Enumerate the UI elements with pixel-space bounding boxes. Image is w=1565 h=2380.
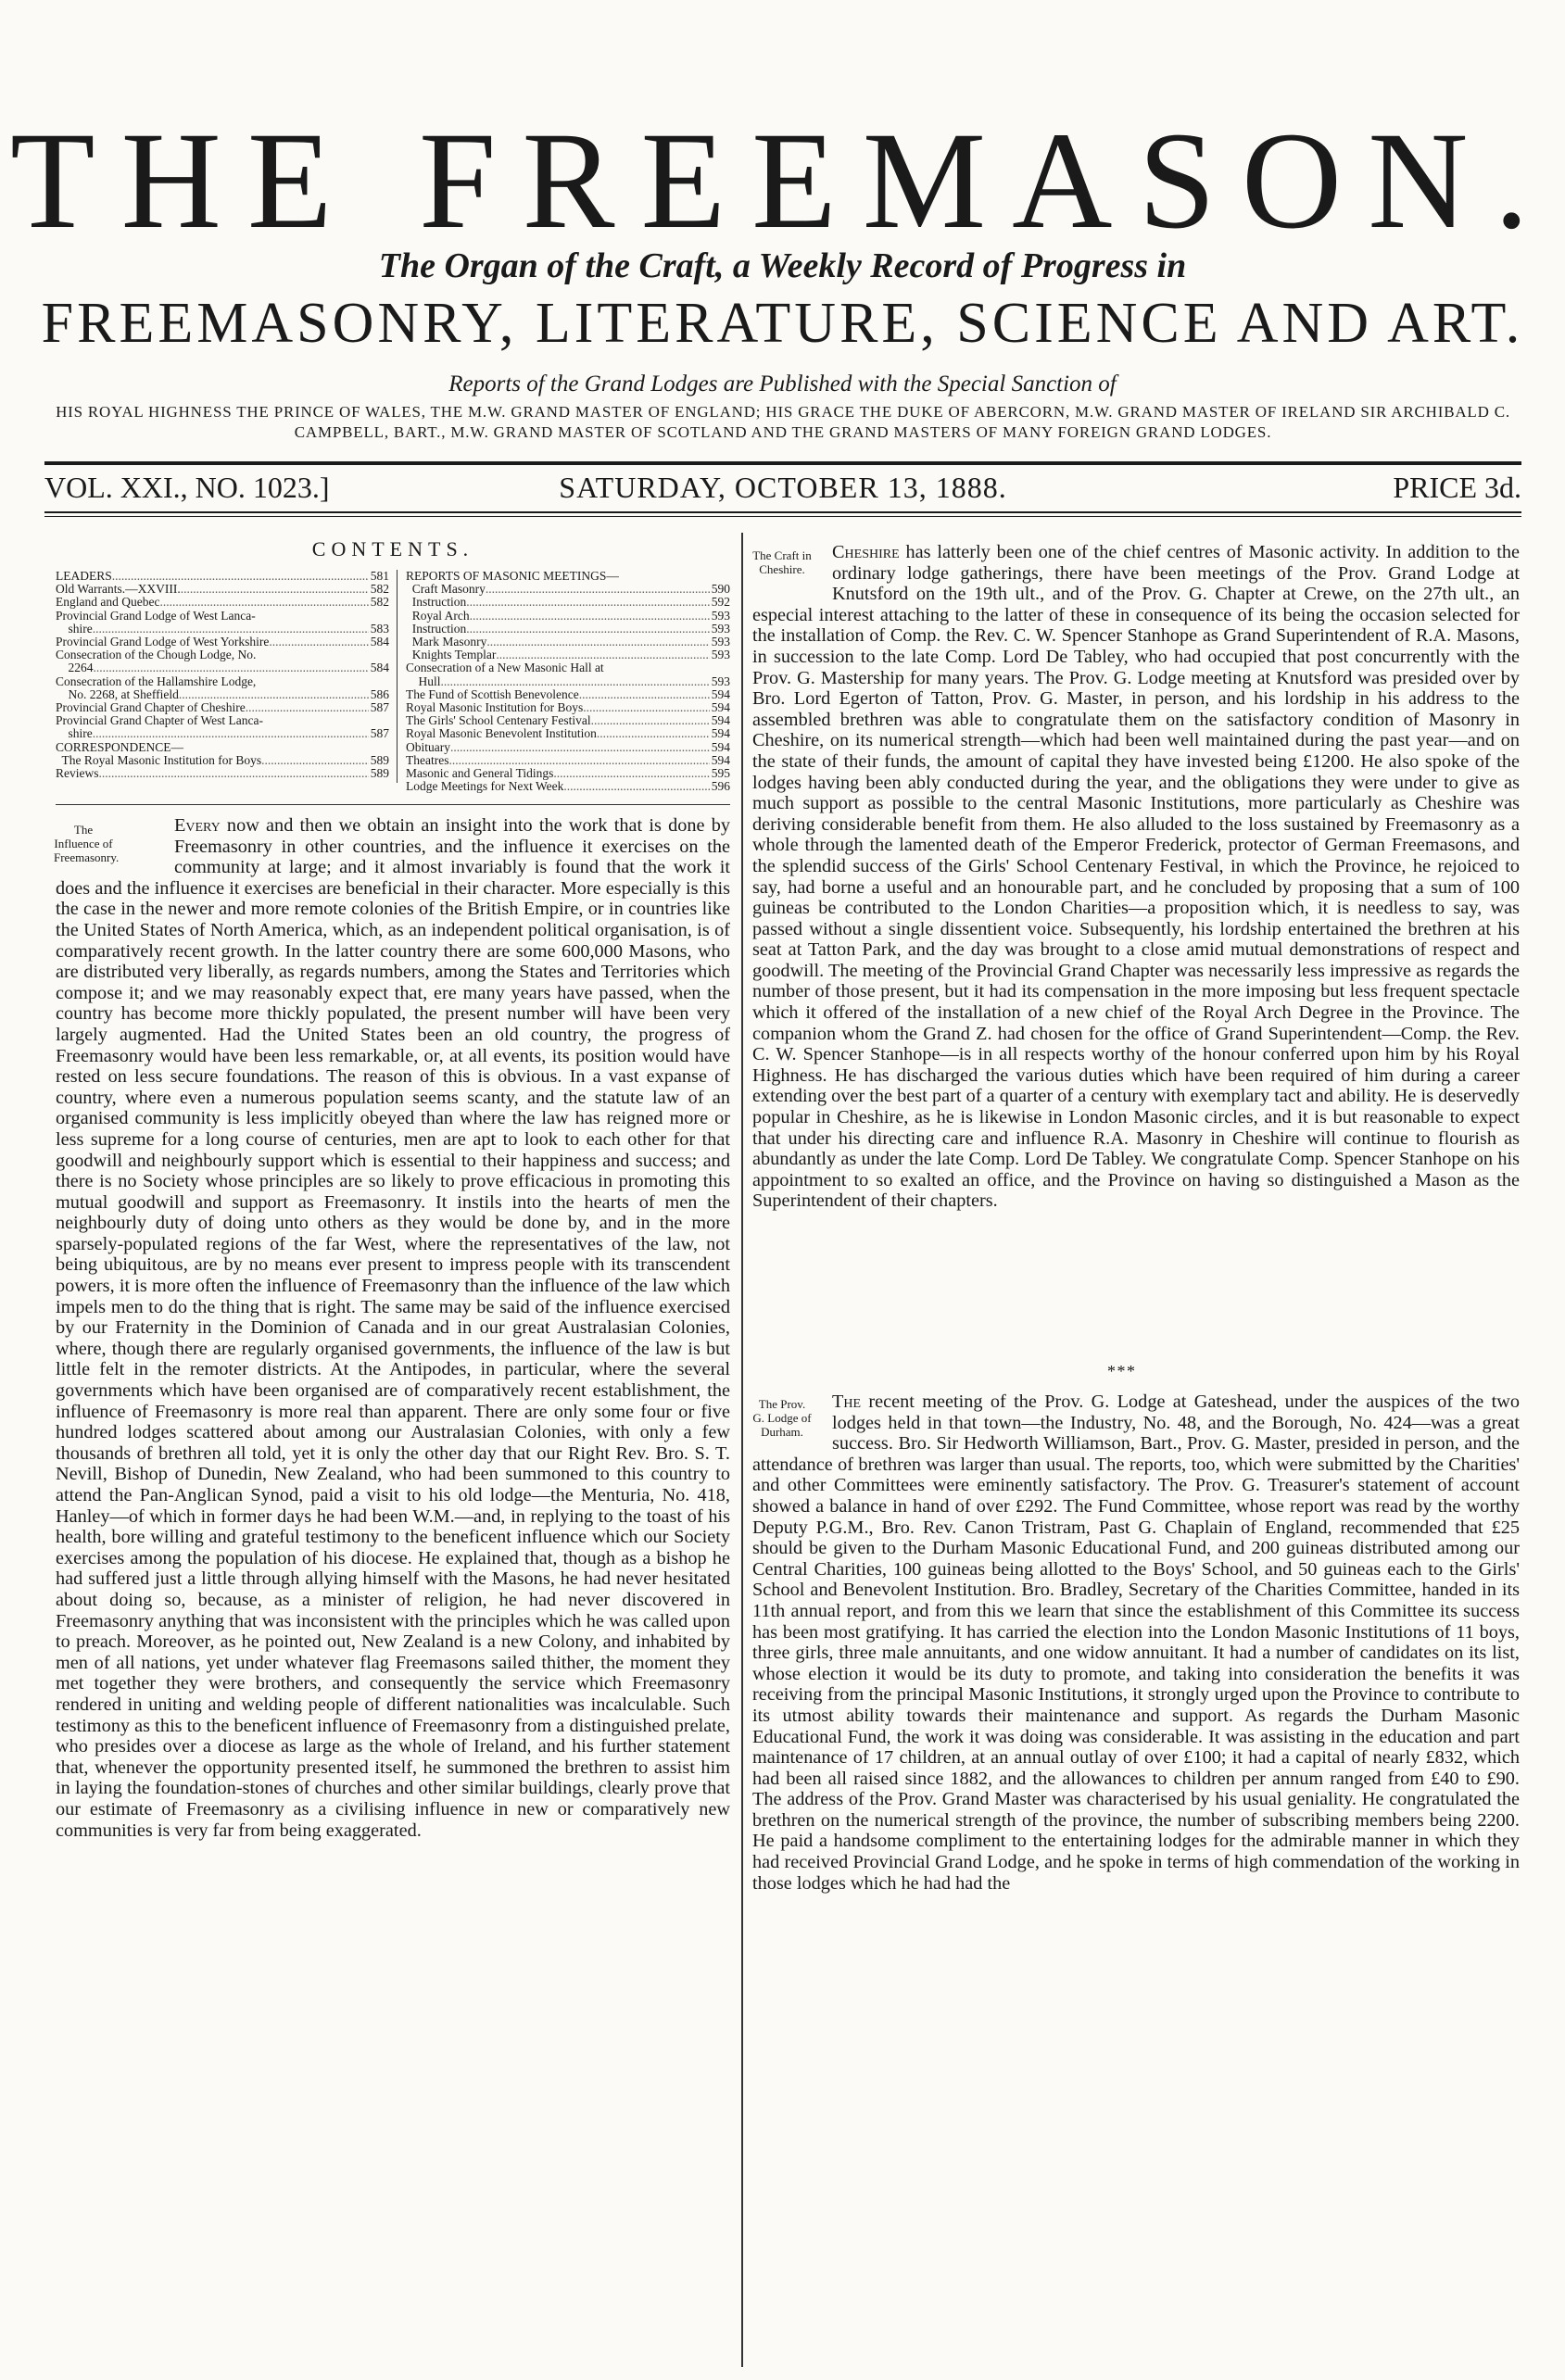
contents-entry-label: Instruction: [406, 621, 467, 636]
issue-volume: VOL. XXI., NO. 1023.]: [44, 471, 330, 504]
contents-entry-label: Lodge Meetings for Next Week: [406, 779, 564, 794]
article-cheshire-lede: Cheshire: [832, 542, 900, 562]
contents-entry-label: Obituary: [406, 739, 450, 754]
contents-entry-label: Craft Masonry: [406, 582, 486, 597]
contents-entry: CORRESPONDENCE—: [56, 739, 184, 754]
contents-entry-label: Theatres: [406, 752, 449, 767]
contents-entry-label: Mark Masonry: [406, 635, 487, 649]
contents-entry: Consecration of a New Masonic Hall at: [406, 661, 604, 675]
contents-leader-dots: [496, 649, 709, 661]
contents-entry-label: The Girls' School Centenary Festival: [406, 713, 591, 728]
contents-entry-page: 592: [711, 595, 730, 610]
contents-leader-dots: [486, 636, 709, 649]
contents-entry-page: 594: [711, 752, 730, 767]
contents-divider: [397, 570, 398, 783]
contents-leader-dots: [246, 701, 369, 714]
contents-entry-page: 581: [370, 569, 389, 583]
contents-leader-dots: [93, 623, 369, 636]
contents-entry: [406, 636, 730, 649]
contents-entry-page: 590: [711, 582, 730, 597]
contents-entry: [56, 636, 389, 649]
contents-entry-label: Royal Arch: [406, 608, 470, 623]
contents-entry: [406, 688, 730, 701]
contents-entry-label: Masonic and General Tidings: [406, 766, 554, 781]
issue-bar: [44, 469, 1521, 506]
contents-entry-label: Instruction: [406, 595, 467, 610]
sidenote-space: [752, 1391, 832, 1449]
contents-entry: [406, 596, 730, 609]
contents-leader-dots: [553, 767, 709, 780]
contents-entry: [56, 727, 389, 740]
masthead-subtitle: The Organ of the Craft, a Weekly Record of Progress in: [378, 246, 1187, 285]
contents-entry-label: LEADERS: [56, 569, 112, 583]
contents-entry-page: 593: [711, 674, 730, 688]
article-durham-lede: The: [832, 1391, 862, 1412]
contents-entry: [56, 583, 389, 596]
contents-entry: [56, 767, 389, 780]
contents-leader-dots: [486, 583, 710, 596]
contents-entry-page: 594: [711, 686, 730, 701]
contents-entry-label: shire: [56, 621, 93, 636]
contents-entry-page: 595: [711, 766, 730, 781]
contents-entry-page: 584: [370, 635, 389, 649]
contents-entry: [406, 583, 730, 596]
contents-leader-dots: [597, 727, 710, 740]
sidenote-influence: The Influence of Freemasonry.: [54, 823, 120, 864]
contents-entry: [56, 661, 389, 674]
contents-entry: [406, 623, 730, 636]
contents-entry-page: 582: [370, 595, 389, 610]
contents-leader-dots: [583, 701, 710, 714]
contents-entry: Provincial Grand Lodge of West Lanca-: [56, 608, 256, 623]
contents-leader-dots: [466, 623, 710, 636]
contents-leader-dots: [591, 714, 710, 727]
contents-entry-label: Provincial Grand Chapter of Cheshire: [56, 700, 246, 715]
contents-entry: Consecration of the Hallamshire Lodge,: [56, 674, 257, 688]
masthead-rule-bottom-thin: [44, 516, 1521, 517]
contents-entry-label: Reviews: [56, 766, 99, 781]
contents-leader-dots: [579, 688, 710, 701]
section-separator: * * *: [1106, 1362, 1135, 1380]
article-influence: [56, 815, 730, 2358]
contents-entry: [406, 780, 730, 793]
contents-list-right: [406, 570, 730, 793]
contents-entry: [406, 649, 730, 661]
sidenote-space: [56, 815, 174, 873]
contents-entry-label: England and Quebec: [56, 595, 160, 610]
contents-entry: [406, 754, 730, 767]
contents-entry: [406, 701, 730, 714]
contents-leader-dots: [93, 727, 369, 740]
contents-entry-label: Provincial Grand Lodge of West Yorkshire: [56, 635, 270, 649]
sidenote-cheshire: The Craft in Cheshire.: [752, 548, 812, 576]
contents-leader-dots: [441, 675, 710, 688]
contents-entry: [406, 610, 730, 623]
contents-leader-dots: [470, 610, 710, 623]
contents-entry-page: 593: [711, 648, 730, 662]
contents-entry: [406, 767, 730, 780]
contents-entry: [56, 623, 389, 636]
contents-entry: [406, 741, 730, 754]
contents-leader-dots: [563, 780, 709, 793]
contents-entry-label: Hull: [406, 674, 441, 688]
contents-leader-dots: [159, 596, 368, 609]
patrons-line: HIS ROYAL HIGHNESS THE PRINCE OF WALES, THE M.W. GRAND MASTER OF ENGLAND; HIS GRACE THE DUKE OF ABERCORN, M.W. GRAND MASTER OF IRELAND SIR ARCHIBALD C. CAMPBELL, BART., M.W. GRAND MASTER OF SCOTLAND AND THE GRAND MASTERS OF MANY FOREIGN GRAND LODGES.: [56, 403, 1510, 441]
contents-entry-page: 589: [370, 752, 389, 767]
article-influence-body: now and then we obtain an insight into the work that is done by Freemasonry in other countries, and the influence it exercises on the community at large; and it almost invariably is found that the work it does and the influence it exercises are beneficial in their character. More especially is this the case in the newer and more remote colonies of the British Empire, or in countries like the United States of North America, which, as an independent political organisation, is of comparatively recent growth. In the latter country there are some 600,000 Masons, who are distributed very liberally, as regards numbers, among the States and Territories which compose it; and we may reasonably expect that, ere many years have passed, when the country has become more thickly populated, the present number will have been very largely augmented. Had the United States been an old country, the progress of Freemasonry would have been less remarkable, or, at all events, its position would have rested on less secure foundations. The reason of this is obvious. In a vast expanse of country, where even a numerous population seems scanty, and the statute law of an organised community is less implicitly obeyed than where the law has reigned more or less supreme for a long course of centuries, men are apt to look to each other for that goodwill and neighbourly support which is essential to their happiness and success; and there is no Society whose principles are so likely to prove efficacious in promoting this mutual goodwill and support as Freemasonry. It instils into the hearts of men the neighbourly duty of doing unto others as they would be done by, and in the more sparsely-populated regions of the far West, where the representatives of the law, not being ubiquitous, are by no means ever present to impress people with its transcendent powers, it is more often the influence of Freemasonry than the influence of the law which impels men to do the thing that is right. The same may be said of the influence exercised by our Fraternity in the Dominion of Canada and in our great Australasian Colonies, where, though there are regularly organised governments, the influence of the law is but little felt in the remoter districts. At the Antipodes, in particular, where the several governments which have been organised are of comparatively recent establishment, the influence of Freemasonry is more real than apparent. There are only some four or five hundred lodges scattered about among our Australasian Colonies, with only a few thousands of brethren all told, yet it is only the other day that our Right Rev. Bro. S. T. Nevill, Bishop of Dunedin, New Zealand, who had been summoned to this country to attend the Pan-Anglican Synod, paid a visit to his old lodge—the Menturia, No. 418, Hanley—of which in former days he had been W.M.—and, in replying to the toast of his health, bore willing and grateful testimony to the beneficent influence which our Society exercises among the population of his diocese. He explained that, though as a bishop he had suffered just a little through allying himself with the Masons, he had never hesitated about doing so, because, as a minister of religion, he had never discovered in Freemasonry anything that was inconsistent with the principles which he was called upon to preach. Moreover, as he pointed out, New Zealand is a new Colony, and inhabited by men of all nations, yet under whatever flag Freemasons sailed thither, the moment they met together they were brothers, and consequently the service which Freemasonry rendered in uniting and welding people of different nationalities was incalculable. Such testimony as this to the beneficent influence of Freemasonry from a distinguished prelate, who presides over a diocese as large as the whole of Ireland, and his further statement that, whenever the opportunity presented itself, he summoned the brethren to assist him in laying the foundation-stones of churches and other similar buildings, clearly prove that our estimate of Freemasonry as a civilising influence in new or comparatively new communities is very far from being exaggerated.: [56, 815, 730, 1841]
contents-entry-page: 587: [370, 726, 389, 741]
contents-entry: Consecration of the Chough Lodge, No.: [56, 648, 257, 662]
contents-entry-label: The Fund of Scottish Benevolence: [406, 686, 579, 701]
contents-entry-page: 583: [370, 621, 389, 636]
contents-entry-label: Old Warrants.—XXVIII.: [56, 582, 181, 597]
contents-leader-dots: [448, 754, 709, 767]
column-divider: [741, 533, 743, 2367]
contents-entry: Provincial Grand Chapter of West Lanca-: [56, 713, 263, 728]
contents-entry: [56, 754, 389, 767]
contents-leader-dots: [261, 754, 369, 767]
masthead-rule-top: [44, 461, 1521, 465]
contents-entry-page: 589: [370, 766, 389, 781]
contents-list-left: [56, 570, 389, 780]
contents-entry-page: 594: [711, 739, 730, 754]
contents-entry-page: 584: [370, 661, 389, 675]
sanction-line: Reports of the Grand Lodges are Published with the Special Sanction of: [448, 371, 1117, 397]
contents-rule: [56, 804, 730, 805]
contents-entry-page: 596: [711, 779, 730, 794]
contents-leader-dots: [269, 636, 368, 649]
contents-entry: [406, 727, 730, 740]
contents-entry: REPORTS OF MASONIC MEETINGS—: [406, 569, 619, 583]
contents-entry-page: 587: [370, 700, 389, 715]
contents-entry: [56, 570, 389, 583]
sidenote-durham: The Prov. G. Lodge of Durham.: [752, 1397, 812, 1439]
contents-entry: [56, 688, 389, 701]
contents-entry: [406, 675, 730, 688]
contents-entry-page: 582: [370, 582, 389, 597]
article-influence-lede: Every: [174, 815, 221, 836]
contents-entry-label: 2264: [56, 661, 94, 675]
contents-title: CONTENTS.: [311, 537, 474, 560]
contents-entry: [406, 714, 730, 727]
contents-leader-dots: [94, 661, 369, 674]
contents-entry-label: shire: [56, 726, 93, 741]
article-cheshire: [752, 542, 1520, 1353]
contents-entry-page: 586: [370, 686, 389, 701]
contents-leader-dots: [112, 570, 369, 583]
contents-leader-dots: [179, 688, 369, 701]
contents-entry-label: Knights Templar: [406, 648, 497, 662]
contents-entry-page: 593: [711, 635, 730, 649]
contents-entry: [56, 596, 389, 609]
contents-entry-page: 594: [711, 713, 730, 728]
contents-entry: [56, 701, 389, 714]
masthead-subtitle-big: FREEMASONRY, LITERATURE, SCIENCE AND ART.: [41, 292, 1524, 355]
contents-leader-dots: [466, 596, 710, 609]
issue-date: SATURDAY, OCTOBER 13, 1888.: [559, 471, 1007, 504]
issue-price: PRICE 3d.: [1393, 471, 1521, 504]
article-durham-body: recent meeting of the Prov. G. Lodge at Gateshead, under the auspices of the two lodges held in that town—the Industry, No. 48, and the Borough, No. 424—was a great success. Bro. Sir Hedworth Williamson, Bart., Prov. G. Master, presided in person, and the attendance of brethren was larger than usual. The reports, too, which were submitted by the Charities' and other Committees were eminently satisfactory. The Prov. G. Treasurer's statement of account showed a balance in hand of over £292. The Fund Committee, whose report was read by the worthy Deputy P.G.M., Bro. Rev. Canon Tristram, Past G. Chaplain of England, recommended that £25 should be given to the Durham Masonic Educational Fund, and 200 guineas distributed among our Central Charities, 100 guineas being allotted to the Boys' School, and 50 guineas each to the Girls' School and Benevolent Institution. Bro. Bradley, Secretary of the Charities Committee, handed in its 11th annual report, and from this we learn that since the establishment of this Committee its success has been most gratifying. It has carried the election into the London Masonic Institutions of 11 boys, three girls, three male annuitants, and one widow annuitant. It had a number of candidates on its list, whose election it would be its duty to promote, and taking into consideration the benefits it was receiving from the principal Masonic Institutions, it strongly urged upon the Province to contribute to its utmost ability towards their maintenance and support. As regards the Durham Masonic Educational Fund, the work it was doing was considerable. It was assisting in the education and part maintenance of 17 children, at an annual outlay of over £100; it had a capital of nearly £832, which had been all raised since 1882, and the allowances to children per annum ranged from £40 to £90. The address of the Prov. Grand Master was characterised by his usual geniality. He congratulated the brethren on the numerical strength of the province, the number of subscribing members being 2200. He paid a handsome compliment to the entertaining lodges for the admirable manner in which they had received Provincial Grand Lodge, and he spoke in terms of high commendation of the working in those lodges which he had had the: [752, 1391, 1520, 1894]
contents-entry-label: Royal Masonic Benevolent Institution: [406, 726, 597, 741]
contents-leader-dots: [450, 741, 710, 754]
contents-entry-page: 594: [711, 726, 730, 741]
contents-leader-dots: [181, 583, 369, 596]
contents-entry-label: No. 2268, at Sheffield: [56, 686, 179, 701]
contents-entry-page: 594: [711, 700, 730, 715]
article-durham: [752, 1391, 1520, 2362]
contents-leader-dots: [99, 767, 369, 780]
contents-entry-label: Royal Masonic Institution for Boys: [406, 700, 584, 715]
masthead-rule-bottom: [44, 511, 1521, 513]
contents-entry-page: 593: [711, 608, 730, 623]
contents-entry-page: 593: [711, 621, 730, 636]
article-cheshire-body: has latterly been one of the chief centres of Masonic activity. In addition to the ordinary lodge gatherings, there have been meetings of the Prov. Grand Lodge at Knutsford on the 19th ult., and of the Prov. G. Chapter at Crewe, on the 27th ult., an especial interest attaching to the latter of these in consequence of its being the occasion selected for the installation of Comp. the Rev. C. W. Spencer Stanhope as Grand Superintendent of R.A. Masons, in succession to the late Comp. Lord De Tabley, who had occupied that post concurrently with the Prov. G. Mastership for many years. The Prov. G. Lodge meeting at Knutsford was presided over by Bro. Lord Egerton of Tatton, Prov. G. Master, in person, and his lordship in his address to the assembled brethren was able to congratulate them on the satisfactory condition of Masonry in Cheshire, on its numerical strength—which had been well maintained during the past year—and on the state of their funds, the amount of capital they have invested being £1200. He also spoke of the lodges having been ably conducted during the year, and the obligations they were under to give as much support as possible to the central Masonic Institutions, more particularly as Cheshire was deriving considerable benefit from them. He also alluded to the loss sustained by Freemasonry as a whole through the lamented death of the Emperor Frederick, protector of German Freemasons, and the splendid success of the Girls' School Centenary Festival, in which the Province, he rejoiced to say, had borne a useful and an honourable part, and he concluded by proposing that a sum of 100 guineas be contributed to the London Charities—a proposition which, it is needless to say, was passed without a single dissentient voice. Subsequently, his lordship entertained the brethren at his seat at Tatton Park, and the day was brought to a close amid mutual demonstrations of respect and goodwill. The meeting of the Provincial Grand Chapter was necessarily less impressive as regards the number of those present, but it had its compensation in the more imposing but less frequent spectacle which it offered of the installation of a new chief of the Royal Arch Degree in the Province. The companion whom the Grand Z. had chosen for the office of Grand Superintendent—Comp. the Rev. C. W. Spencer Stanhope—is in all respects worthy of the honour conferred upon him by his Royal Highness. He has discharged the various duties which have been required of him during a career extending over the best part of a quarter of a century with exemplary tact and ability. He is deservedly popular in Cheshire, as he is likewise in London Masonic circles, and it is but reasonable to expect that under his directing care and influence R.A. Masonry in Cheshire will continue to flourish as abundantly as under the late Comp. Lord De Tabley. We congratulate Comp. Spencer Stanhope on his appointment to so exalted an office, and the Province on having so distinguished a Mason as the Superintendent of their chapters.: [752, 542, 1520, 1212]
masthead-title: THE FREEMASON.: [9, 104, 1556, 258]
contents-entry-label: The Royal Masonic Institution for Boys: [56, 752, 262, 767]
sidenote-space: [752, 542, 832, 599]
